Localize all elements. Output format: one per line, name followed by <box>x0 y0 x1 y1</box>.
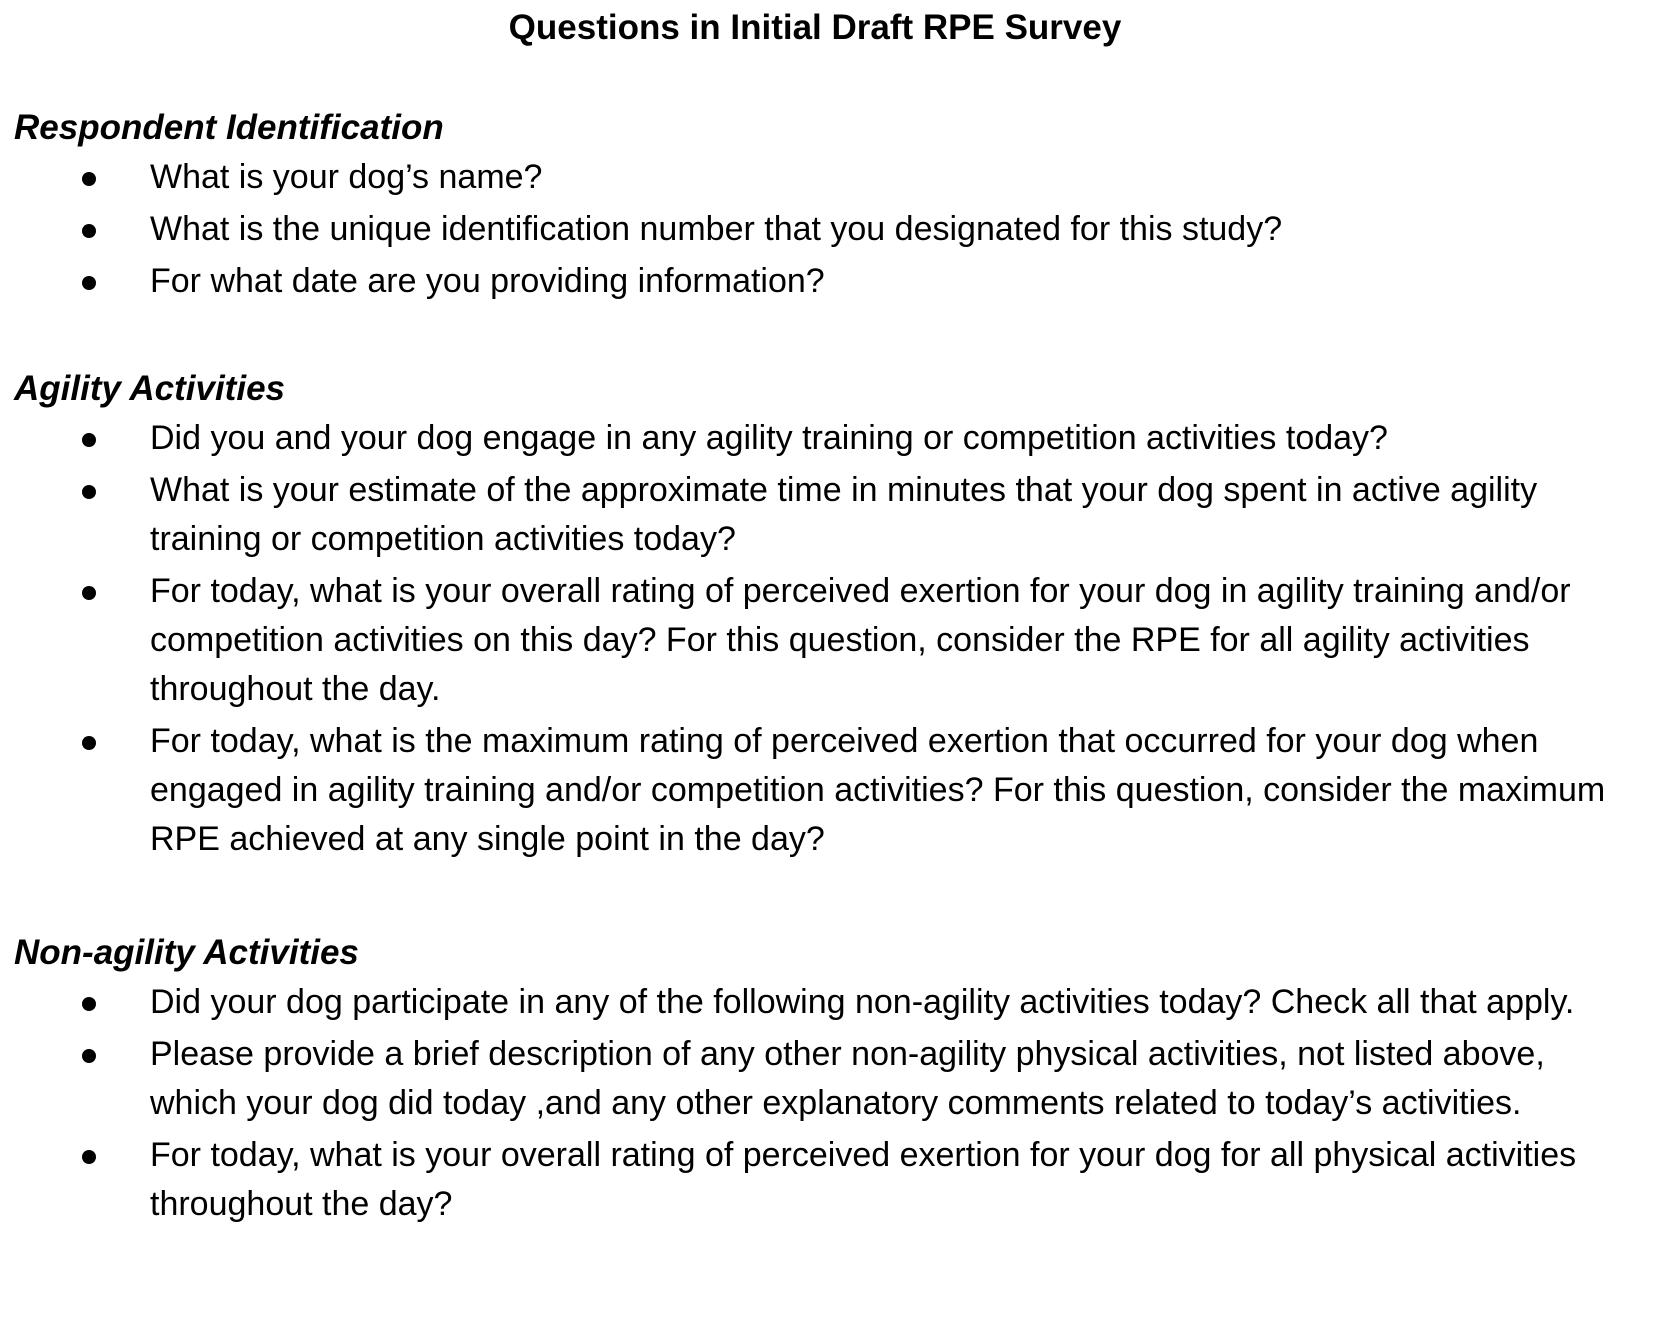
question-text: For today, what is the maximum rating of perceived exertion that occurred for your dog when engaged in agility training and/or competition activities? For this question, consider the maximum RPE achieved at any single point in the day? <box>150 722 1606 858</box>
bullet-icon <box>82 276 96 290</box>
bullet-icon <box>82 433 96 447</box>
bullet-icon <box>82 736 96 750</box>
bullet-icon <box>82 586 96 600</box>
list-item <box>0 978 1665 1027</box>
bullet-icon <box>82 485 96 499</box>
section-heading-agility-activities: Agility Activities <box>14 369 285 408</box>
question-text: For today, what is your overall rating of perceived exertion for your dog for all physical activities throughout the day? <box>150 1136 1577 1223</box>
list-item <box>0 466 1665 564</box>
question-list-respondent-identification <box>0 153 1665 309</box>
list-item <box>0 257 1665 306</box>
list-item <box>0 205 1665 254</box>
question-list-agility-activities <box>0 414 1665 867</box>
question-text: Did your dog participate in any of the following non-agility activities today? Check all that apply. <box>150 983 1575 1021</box>
question-text: Please provide a brief description of any other non-agility physical activities, not listed above, which your dog did today ,and any other explanatory comments related to today’s activities. <box>150 1035 1545 1122</box>
page-title: Questions in Initial Draft RPE Survey <box>508 8 1122 47</box>
question-text: What is your estimate of the approximate time in minutes that your dog spent in active agility training or competition activities today? <box>150 471 1538 558</box>
list-item <box>0 567 1665 714</box>
bullet-icon <box>82 1049 96 1063</box>
bullet-icon <box>82 224 96 238</box>
bullet-icon <box>82 1150 96 1164</box>
bullet-icon <box>82 172 96 186</box>
section-heading-respondent-identification: Respondent Identification <box>14 108 444 147</box>
section-heading-non-agility-activities: Non-agility Activities <box>14 933 359 972</box>
question-text: Did you and your dog engage in any agility training or competition activities today? <box>150 419 1388 457</box>
question-text: What is the unique identification number that you designated for this study? <box>150 210 1283 248</box>
list-item <box>0 153 1665 202</box>
question-list-non-agility-activities <box>0 978 1665 1232</box>
question-text: What is your dog’s name? <box>150 158 543 196</box>
list-item <box>0 717 1665 864</box>
question-text: For today, what is your overall rating of perceived exertion for your dog in agility training and/or competition activities on this day? For this question, consider the RPE for all agility activities throughout the day. <box>150 572 1571 708</box>
bullet-icon <box>82 997 96 1011</box>
list-item <box>0 414 1665 463</box>
list-item <box>0 1131 1665 1229</box>
list-item <box>0 1030 1665 1128</box>
question-text: For what date are you providing information? <box>150 262 825 300</box>
